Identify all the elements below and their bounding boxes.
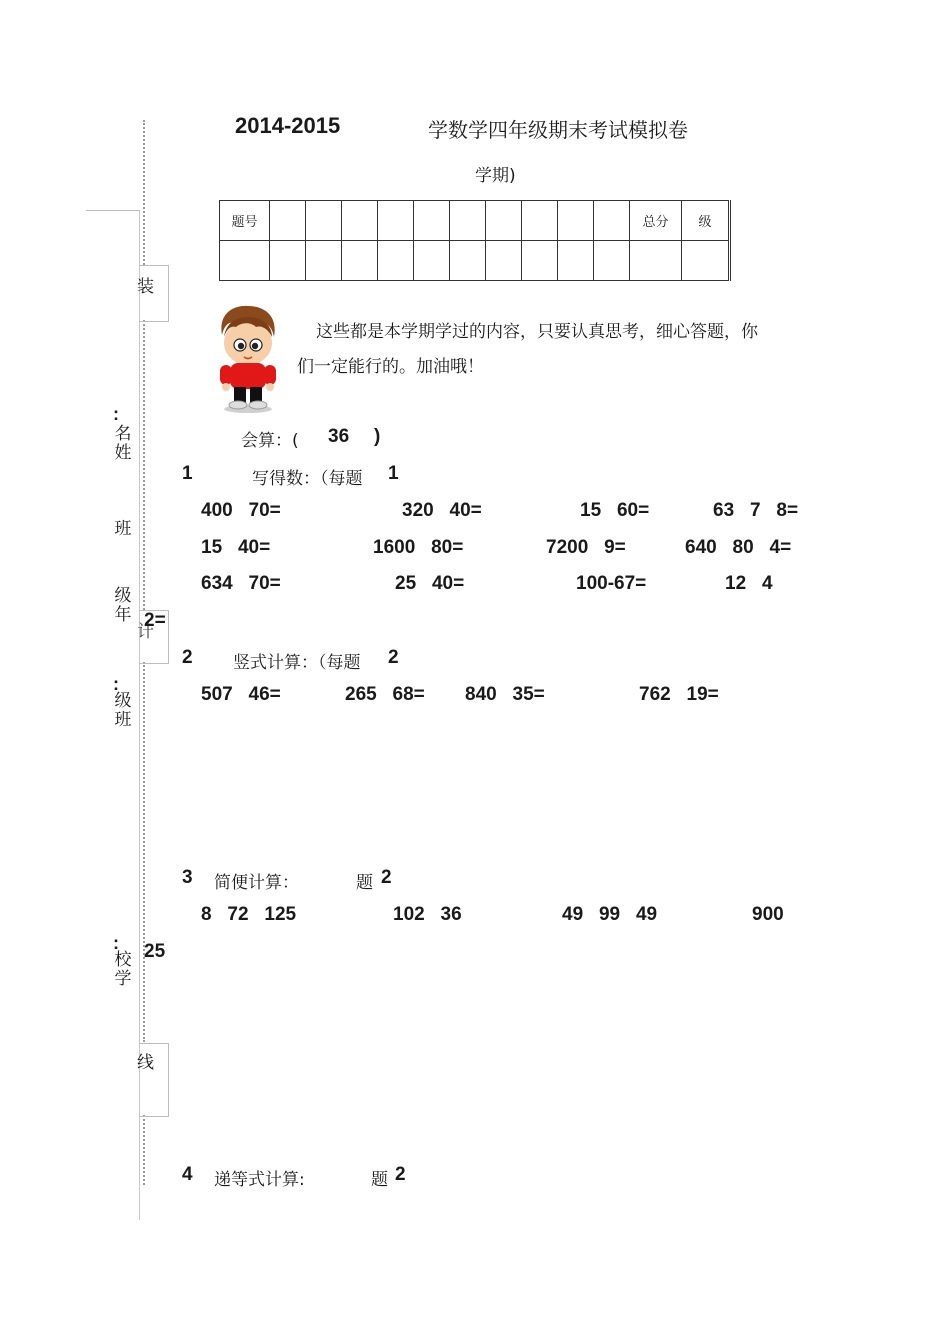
section-2-item: 840 35= (465, 684, 545, 705)
binding-colon-school: : (113, 933, 119, 953)
score-table-value-cell[interactable] (414, 241, 450, 281)
calc-header-text: 会算：( (241, 431, 299, 451)
section-4-points: 2 (395, 1164, 406, 1185)
section-3-tail: 25 (144, 941, 166, 962)
section-1-item: 15 60= (580, 500, 650, 521)
binding-top-rule (86, 210, 140, 211)
section-1-tail: 2= (144, 610, 166, 631)
score-table-value-cell[interactable] (486, 241, 522, 281)
score-table-value-cell[interactable] (522, 241, 558, 281)
score-table-label-total: 总分 (630, 201, 682, 241)
section-3-item: 8 72 125 (201, 904, 297, 925)
binding-label-school: 校 学 (114, 950, 132, 989)
section-4-title: 递等式计算: (214, 1170, 305, 1190)
score-table-cell (342, 201, 378, 241)
section-1-item: 634 70= (201, 573, 281, 594)
binding-label-grade-class: 级 班 (114, 691, 132, 730)
section-2-item: 507 46= (201, 684, 281, 705)
score-table-cell (522, 201, 558, 241)
binding-overlap-ji: 计 (137, 622, 154, 642)
score-table-header-row (220, 201, 730, 241)
score-table-cell (450, 201, 486, 241)
score-table-cell (306, 201, 342, 241)
binding-dotted-line-mid (143, 320, 145, 610)
score-table-cell (486, 201, 522, 241)
calc-header-close: ) (374, 426, 381, 447)
section-1-item: 15 40= (201, 537, 271, 558)
score-table-value-cell[interactable] (378, 241, 414, 281)
binding-colon-name: : (113, 404, 119, 424)
section-4-points-label: 题 (371, 1170, 388, 1190)
section-1-item: 100-67= (576, 573, 647, 594)
section-1-number: 1 (182, 463, 193, 484)
score-table-cell (270, 201, 306, 241)
binding-dotted-line-top (143, 120, 145, 265)
binding-label-grade: 级 年 (114, 586, 132, 625)
section-3-item: 900 (752, 904, 784, 925)
section-2-points: 2 (388, 647, 399, 668)
score-table-value-cell[interactable] (558, 241, 594, 281)
score-table-cell (594, 201, 630, 241)
score-table (219, 200, 731, 281)
section-1-points: 1 (388, 463, 399, 484)
score-table-cell (378, 201, 414, 241)
calc-header-label (241, 426, 299, 451)
score-table-value-cell[interactable] (630, 241, 682, 281)
section-3-number: 3 (182, 867, 193, 888)
binding-label-name: 名 姓 (114, 424, 132, 463)
binding-label-xian: 线 (137, 1053, 154, 1073)
score-table-cell (414, 201, 450, 241)
score-table-value-cell[interactable] (342, 241, 378, 281)
calc-header-points: 36 (328, 426, 350, 447)
section-1-item: 25 40= (395, 573, 465, 594)
section-2-number: 2 (182, 647, 193, 668)
binding-label-zhuang: 装 (137, 277, 154, 297)
section-3-item: 102 36 (393, 904, 462, 925)
section-3-points: 2 (381, 867, 392, 888)
section-4-number: 4 (182, 1164, 193, 1185)
section-1-item: 640 80 4= (685, 537, 792, 558)
binding-label-class: 班 (114, 519, 132, 539)
exam-subtitle: 学期) (475, 166, 516, 186)
section-3-title: 简便计算： (214, 873, 299, 893)
exam-year: 2014-2015 (235, 113, 341, 138)
score-table-value-cell[interactable] (270, 241, 306, 281)
section-2-item: 762 19= (639, 684, 719, 705)
score-table-value-cell[interactable] (450, 241, 486, 281)
section-2-title: 竖式计算：（每题 (233, 653, 361, 673)
score-table-cell (558, 201, 594, 241)
binding-dotted-line-lower (143, 662, 145, 1042)
cartoon-boy-illustration (212, 303, 282, 415)
exam-title: 学数学四年级期末考试模拟卷 (428, 118, 688, 142)
score-table-value-cell[interactable] (594, 241, 630, 281)
intro-line-2: 们一定能行的。加油哦！ (297, 357, 484, 377)
score-table-value-cell[interactable] (306, 241, 342, 281)
section-1-title: 写得数：（每题 (252, 469, 363, 489)
binding-colon-grade-class: : (113, 674, 119, 694)
intro-line-1: 这些都是本学期学过的内容，只要认真思考，细心答题，你 (316, 322, 758, 342)
section-1-item: 63 7 8= (713, 500, 799, 521)
score-table-value-cell[interactable] (682, 241, 730, 281)
section-3-points-label: 题 (356, 873, 373, 893)
section-1-item: 1600 80= (373, 537, 464, 558)
score-table-label-question-no: 题号 (220, 201, 270, 241)
score-table-label-last: 级 (682, 201, 730, 241)
binding-dotted-line-bottom (143, 1115, 145, 1185)
section-1-item: 7200 9= (546, 537, 626, 558)
score-table-value-row (220, 241, 730, 281)
section-1-item: 400 70= (201, 500, 281, 521)
section-3-item: 49 99 49 (562, 904, 658, 925)
section-1-item: 320 40= (402, 500, 482, 521)
section-2-item: 265 68= (345, 684, 425, 705)
section-1-item: 12 4 (725, 573, 773, 594)
score-table-value-cell[interactable] (220, 241, 270, 281)
